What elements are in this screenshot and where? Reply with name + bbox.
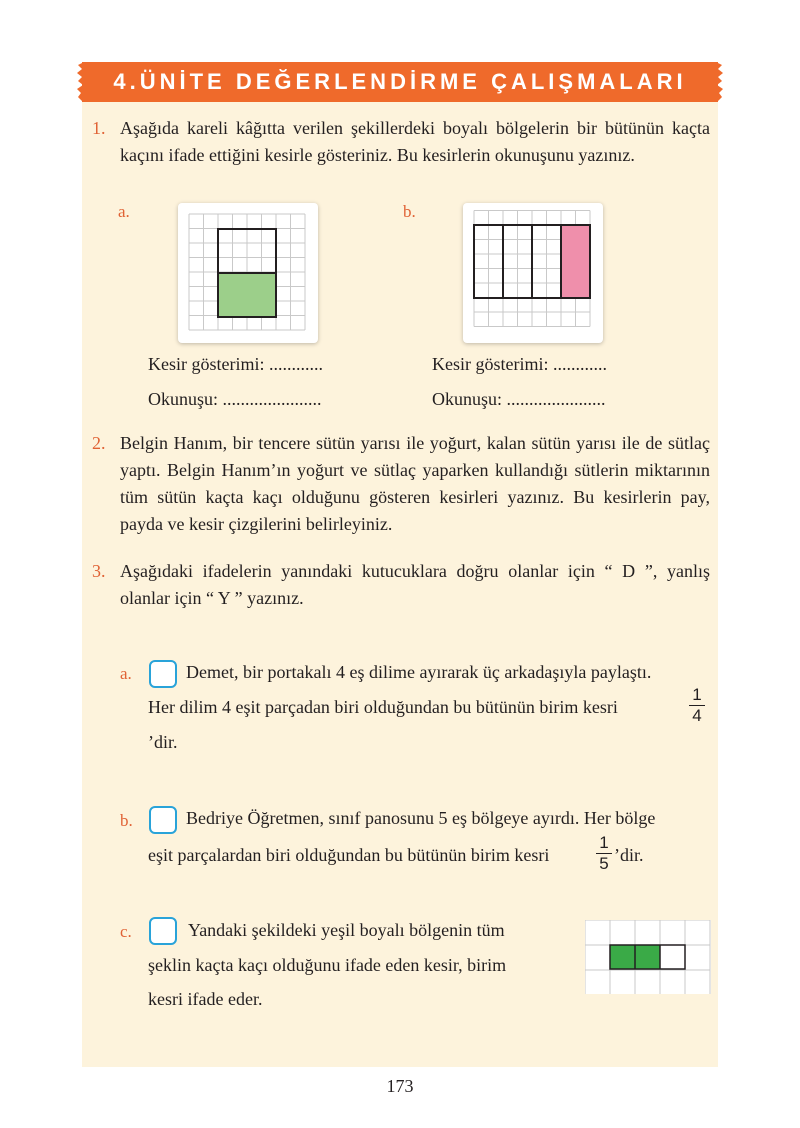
shaded-region	[218, 273, 276, 317]
grid-figure-c	[585, 920, 711, 994]
statement-text: kesri ifade eder.	[148, 989, 263, 1009]
subquestion-label: b.	[120, 811, 133, 830]
grid-paper-a	[178, 203, 318, 343]
subquestion-label: a.	[118, 202, 130, 221]
statement-text: Bedriye Öğretmen, sınıf panosunu 5 eş bölgeye ayırdı. Her bölge	[186, 808, 656, 828]
grid-paper-b	[463, 203, 603, 343]
statement-text: Demet, bir portakalı 4 eş dilime ayırarak üç arkadaşıyla paylaştı.	[186, 662, 652, 682]
unit-fraction	[596, 834, 612, 873]
statement-text: Her dilim 4 eşit parçadan biri olduğundan bu bütünün birim kesri	[148, 697, 618, 717]
fraction-denominator: 5	[599, 854, 609, 873]
subquestion-label: b.	[403, 202, 416, 221]
shaded-cell	[610, 945, 635, 969]
statement-text: Yandaki şekildeki yeşil boyalı bölgenin tüm	[188, 920, 505, 940]
statement-text: eşit parçalardan biri olduğundan bu bütünün birim kesri	[148, 845, 550, 865]
subquestion-label: c.	[120, 922, 132, 941]
question-number: 1.	[92, 118, 106, 138]
shaded-cell	[635, 945, 660, 969]
page-number: 173	[386, 1076, 414, 1096]
reading-blank: Okunuşu: ......................	[148, 389, 322, 409]
fraction-notation-blank: Kesir gösterimi: ............	[432, 354, 607, 374]
fraction-notation-blank: Kesir gösterimi: ............	[148, 354, 323, 374]
answer-checkbox[interactable]	[149, 806, 177, 834]
fraction-denominator: 4	[692, 706, 702, 725]
unit-fraction	[689, 686, 705, 725]
statement-text: ’dir.	[614, 845, 644, 865]
question-text: Aşağıdaki ifadelerin yanındaki kutucuklara doğru olanlar için “ D ”, yanlış olanlar için “ Y ” yazınız.	[120, 561, 710, 608]
page-title: 4.ÜNİTE DEĞERLENDİRME ÇALIŞMALARI	[113, 69, 687, 94]
reading-blank: Okunuşu: ......................	[432, 389, 606, 409]
question-number: 2.	[92, 433, 106, 453]
fraction-numerator: 1	[599, 833, 609, 852]
question-text: Belgin Hanım, bir tencere sütün yarısı ile yoğurt, kalan sütün yarısı ile de sütlaç yaptı. Belgin Hanım’ın yoğurt ve sütlaç yaparken kullandığı sütlerin miktarının tüm sütün kaçta kaçı olduğunu gösteren kesirleri yazınız. Bu kesirlerin pay, payda ve kesir çizgilerini belirleyiniz.	[120, 433, 710, 534]
question-text: Aşağıda kareli kâğıtta verilen şekillerdeki boyalı bölgelerin bir bütünün kaçta kaçını ifade ettiğini kesirle gösteriniz. Bu kesirlerin okunuşunu yazınız.	[120, 118, 710, 165]
question-number: 3.	[92, 561, 106, 581]
answer-checkbox[interactable]	[149, 917, 177, 945]
statement-text: ’dir.	[148, 732, 178, 752]
statement-text: şeklin kaçta kaçı olduğunu ifade eden kesir, birim	[148, 955, 507, 975]
answer-checkbox[interactable]	[149, 660, 177, 688]
banner-edge-right	[716, 62, 724, 102]
unit-banner	[82, 62, 718, 102]
shaded-region	[561, 225, 590, 298]
grid-figure-b	[463, 203, 603, 343]
fraction-numerator: 1	[692, 685, 702, 704]
banner-edge-left	[76, 62, 84, 102]
subquestion-label: a.	[120, 664, 132, 683]
grid-figure-a	[178, 203, 318, 343]
